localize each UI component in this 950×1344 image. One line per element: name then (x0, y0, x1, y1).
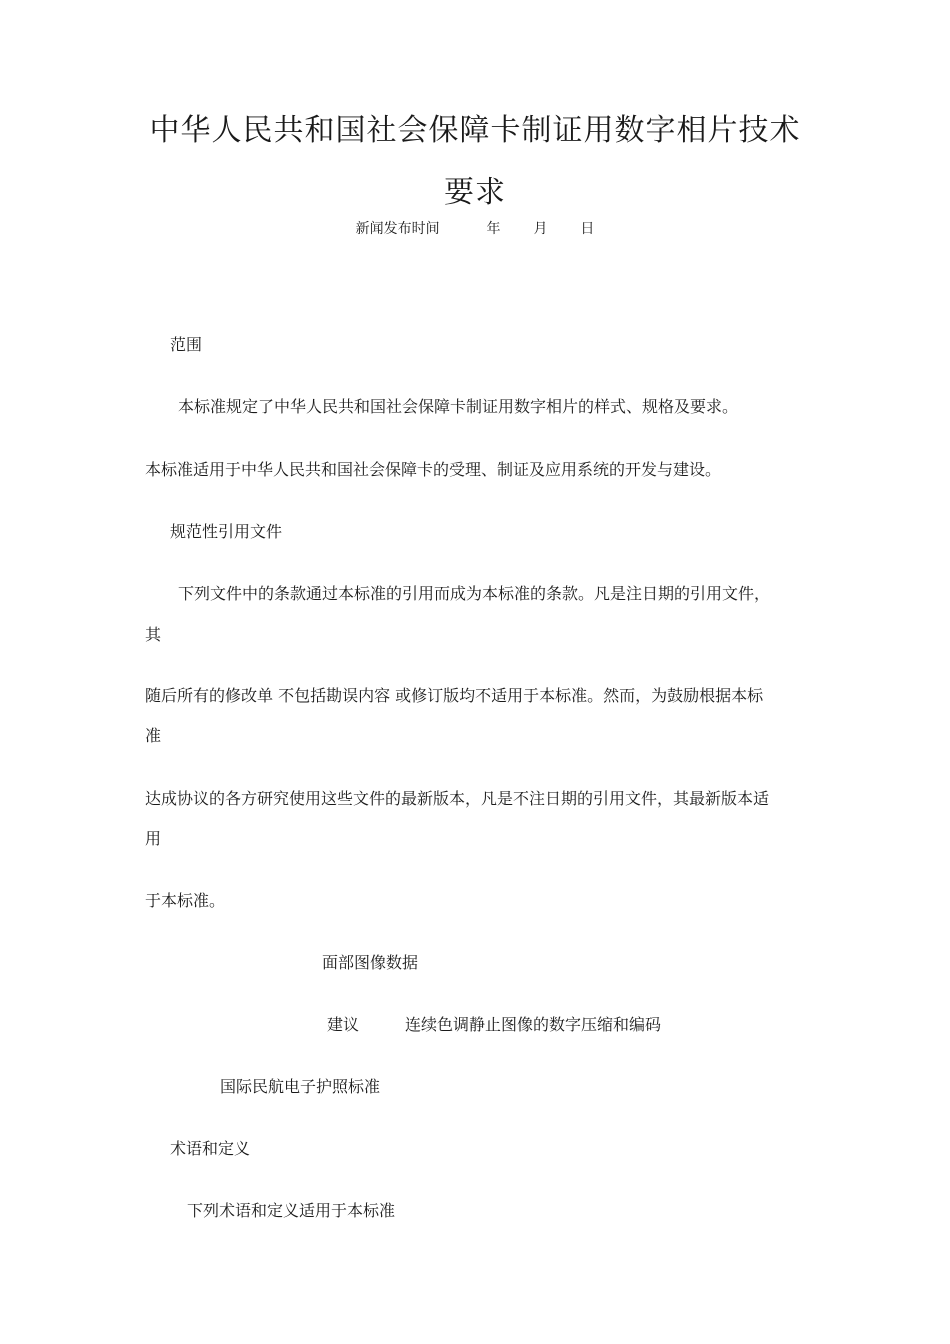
publish-date-label: 新闻发布时间 (355, 221, 440, 237)
references-paragraph-line-3-wrap: 用 (145, 829, 162, 848)
terms-paragraph-1: 下列术语和定义适用于本标准 (187, 1201, 396, 1220)
reference-item-face-image-data: 面部图像数据 (322, 953, 419, 972)
scope-heading: 范围 (170, 335, 203, 354)
references-paragraph-line-3: 达成协议的各方研究使用这些文件的最新版本，凡是不注日期的引用文件，其最新版本适 (145, 789, 770, 808)
reference-item-icao-passport: 国际民航电子护照标准 (220, 1077, 381, 1096)
references-paragraph-line-1: 下列文件中的条款通过本标准的引用而成为本标准的条款。凡是注日期的引用文件， (178, 584, 771, 603)
publish-date-day: 日 (580, 221, 595, 237)
publish-date-month: 月 (533, 221, 548, 237)
document-title: 中华人民共和国社会保障卡制证用数字相片技术要求 (149, 113, 801, 210)
publish-date-line (0, 220, 950, 238)
terms-definitions-heading: 术语和定义 (170, 1139, 251, 1158)
references-paragraph-line-2-wrap: 准 (145, 726, 162, 745)
publish-date-year: 年 (486, 221, 501, 237)
reference-item-recommendation-label: 建议 (327, 1015, 360, 1034)
reference-item-image-compression: 连续色调静止图像的数字压缩和编码 (405, 1015, 662, 1034)
references-paragraph-line-1-wrap: 其 (145, 625, 162, 644)
normative-references-heading: 规范性引用文件 (170, 522, 283, 541)
scope-paragraph-2: 本标准适用于中华人民共和国社会保障卡的受理、制证及应用系统的开发与建设。 (145, 460, 722, 479)
references-paragraph-line-4: 于本标准。 (145, 891, 226, 910)
scope-paragraph-1: 本标准规定了中华人民共和国社会保障卡制证用数字相片的样式、规格及要求。 (178, 397, 739, 416)
references-paragraph-line-2: 随后所有的修改单 不包括勘误内容 或修订版均不适用于本标准。然而，为鼓励根据本标 (145, 686, 764, 705)
